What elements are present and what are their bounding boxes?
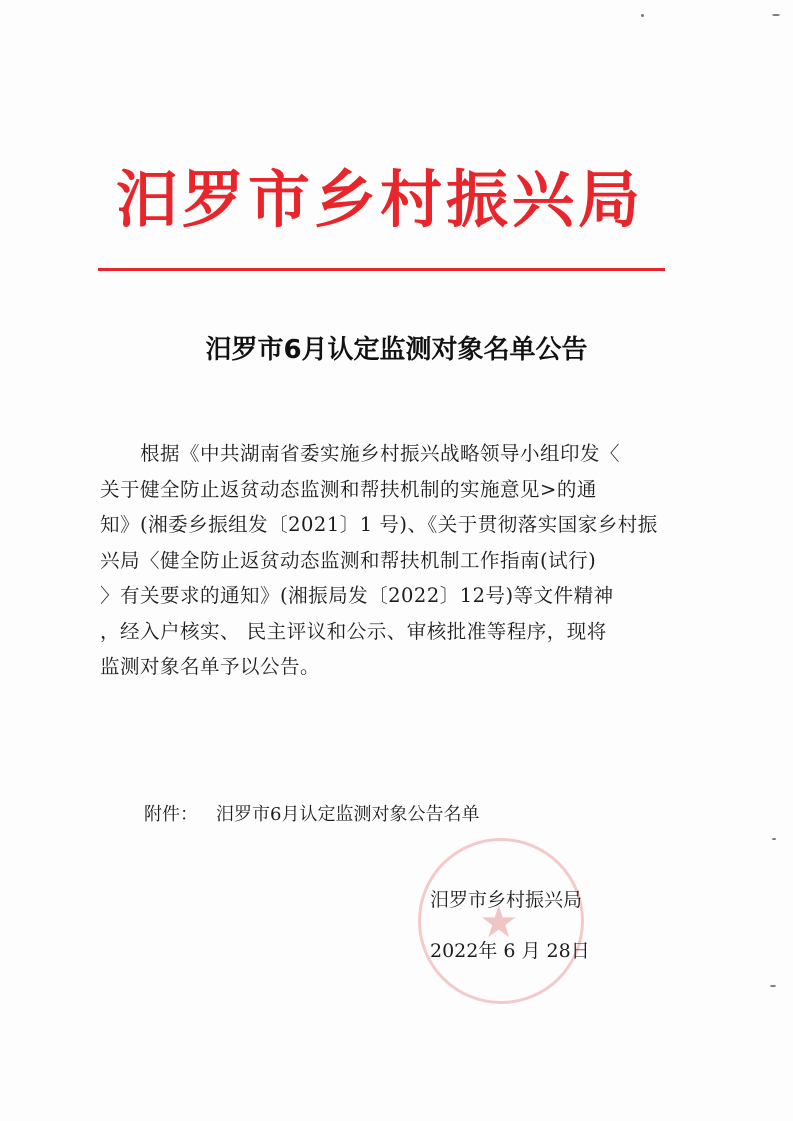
scan-speck <box>641 14 644 17</box>
scan-speck <box>772 14 780 16</box>
document-title: 汨罗市6月认定监测对象名单公告 <box>205 335 588 365</box>
document-body <box>100 436 696 685</box>
letterhead-red-rule <box>98 268 665 271</box>
body-line: 根据《中共湖南省委实施乡村振兴战略领导小组印发〈 <box>140 442 621 465</box>
body-line: 知》(湘委乡振组发〔2021〕1 号)、《关于贯彻落实国家乡村振 <box>100 513 658 536</box>
attachment-name: 汨罗市6月认定监测对象公告名单 <box>216 804 480 825</box>
scan-speck <box>772 838 776 840</box>
scan-speck <box>770 985 776 987</box>
body-line: 监测对象名单予以公告。 <box>100 655 321 678</box>
attachment-label: 附件： <box>144 804 198 825</box>
seal-star-icon: ★ <box>479 897 519 948</box>
signature-organization: 汨罗市乡村振兴局 <box>430 889 583 911</box>
letterhead-title: 汨罗市乡村振兴局 <box>115 163 644 236</box>
body-line: 〉有关要求的通知》(湘振局发〔2022〕12号)等文件精神 <box>100 584 614 607</box>
body-line: 关于健全防止返贫动态监测和帮扶机制的实施意见>的通 <box>100 477 597 501</box>
signature-date: 2022年 6 月 28日 <box>430 940 590 962</box>
official-seal <box>418 838 584 1004</box>
attachment-line <box>144 800 479 830</box>
body-line: ，经入户核实、 民主评议和公示、审核批准等程序，现将 <box>100 619 607 643</box>
body-line: 兴局〈健全防止返贫动态监测和帮扶机制工作指南(试行) <box>100 548 597 572</box>
